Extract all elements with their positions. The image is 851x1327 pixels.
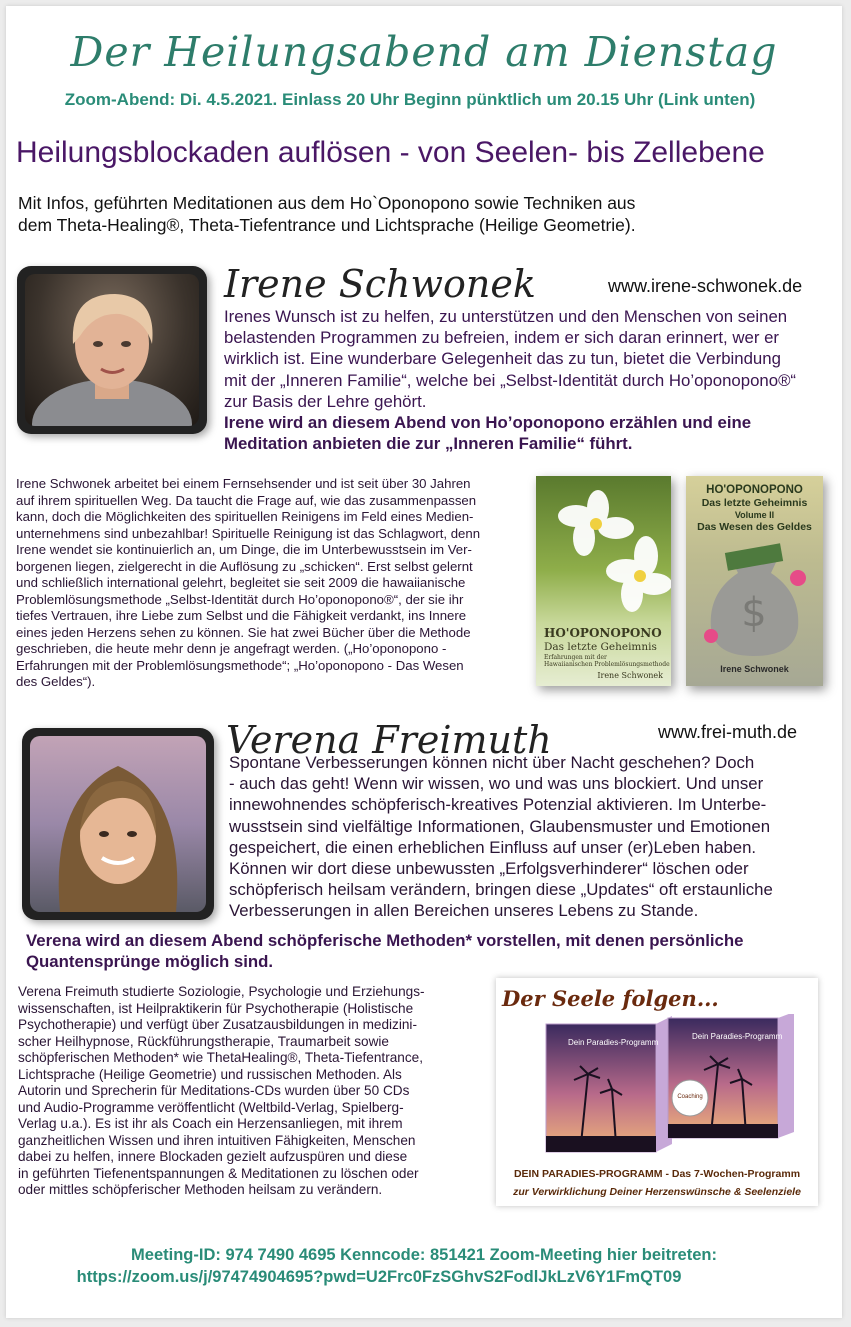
bio-line: mit der „Inneren Familie“, welche bei „Selbst-Identität durch Ho’oponopono®“ [224,370,797,390]
book-subtitle-2: Das Wesen des Geldes [697,521,812,533]
detail-line: eines jeden Herzens sehen zu können. Sie hat zwei Bücher über die Methode [16,624,471,640]
book-tagline: Erfahrungen mit der [544,654,607,661]
speaker-highlight [26,930,826,972]
book-author: Irene Schwonek [597,671,663,680]
detail-line: Erfahrungen mit der Problemlösungsmethode“; „Ho’oponopono - Das Wesen [16,657,464,673]
detail-line: Irene Schwonek arbeitet bei einem Fernsehsender und ist seit über 30 Jahren [16,476,471,491]
bio-line: wirklich ist. Eine wunderbare Gelegenheit das zu tun, bietet die Verbindung [224,349,781,369]
bio-line: belastenden Programmen zu befreien, indem er sich daran erinnert, wer er [224,328,780,348]
detail-line: Verena Freimuth studierte Soziologie, Psychologie und Erziehungs- [18,984,425,999]
bio-line: Irenes Wunsch ist zu helfen, zu unterstützen und den Menschen von seinen [224,307,788,326]
detail-line: Verlag u.a.). Es ist ihr als Coach ein Herzensanliegen, mit ihrem [18,1116,403,1131]
detail-line: tiefes Vertrauen, ihre Liebe zum Selbst und die Fähigkeit verdankt, ins Innere [16,608,467,623]
bio-line: schöpferisch heilsam verändern, bringen diese „Updates“ oft erstaunliche [229,880,773,900]
detail-line: scher Heilhypnose, Rückführungstherapie, Traumarbeit sowie [18,1033,389,1049]
detail-line: kann, doch die Möglichkeiten des spirituellen Reinigens im Feld eines Medien- [16,509,474,524]
detail-line: und Audio-Programme veröffentlicht (Weltbild-Verlag, Spielberg- [18,1099,404,1115]
detail-line: dabei zu helfen, innere Blockaden gezielt aufzuspüren und diese [18,1149,408,1164]
verena-photo [22,728,214,920]
portrait-illustration [25,274,199,426]
bio-line: - auch das geht! Wenn wir wissen, wo und was uns blockiert. Und unser [229,774,764,794]
speaker-bio [224,306,834,454]
speaker-website-link[interactable]: www.frei-muth.de [658,722,798,742]
speaker-bio [229,752,829,922]
bio-highlight-line: Irene wird an diesem Abend von Ho’oponopono erzählen und eine [224,413,752,433]
flyer-page [6,6,842,1318]
bio-line: wusstsein sind vielfältige Informationen, Glaubensmuster und Emotionen [229,816,771,836]
intro-text [18,192,778,236]
detail-line: in geführten Tiefenentspannungen & Meditationen zu löschen oder [18,1165,419,1181]
detail-line: wissenschaften, ist Heilpraktikerin für Psychotherapie (Holistische [18,1000,414,1016]
bio-highlight-line: Meditation anbieten die zur „Inneren Familie“ führt. [224,434,633,454]
book-tagline: Hawaiianischen Problemlösungsmethode [544,661,670,668]
headline: Heilungsblockaden auflösen - von Seelen- bis Zellebene [16,136,765,169]
book-title: HO'OPONOPONO [706,484,803,496]
box-label: Dein Paradies-Programm [692,1032,783,1041]
speaker-name: Irene Schwonek [224,262,536,306]
zoom-link[interactable]: https://zoom.us/j/97474904695?pwd=U2Frc0FzSGhvS2FodlJkLzV6Y1FmQT09 [76,1268,682,1286]
speaker-name: Verena Freimuth [226,718,552,762]
speaker-detail [16,476,532,691]
detail-line: schöpferischen Methoden* wie ThetaHealing®, Theta-Tiefentrance, [18,1050,423,1065]
detail-line: und schließlich international gelehrt, begleitet sie seit 2009 die hawaiianische [16,575,466,590]
detail-line: oder mittles schöpferischer Methoden heilsam zu verändern. [18,1182,383,1197]
detail-line: Lichtsprache (Heilige Geometrie) und russischen Methoden. Als [18,1066,402,1082]
svg-text:$: $ [741,590,767,636]
speaker-detail [18,984,496,1199]
bio-line: gespeichert, die einen erheblichen Einfluss auf unser (er)Leben haben. [229,837,757,857]
book-cover-2 [686,476,823,686]
product-image [496,978,818,1206]
detail-line: Psychotherapie) und verfügt über Zusatzausbildungen in medizini- [18,1017,417,1032]
book-title: HO'OPONOPONO [544,626,662,640]
event-subtitle: Zoom-Abend: Di. 4.5.2021. Einlass 20 Uhr Beginn pünktlich um 20.15 Uhr (Link unten) [64,90,756,109]
detail-line: Autorin und Sprecherin für Meditations-CDs wurden über 50 CDs [18,1083,410,1098]
book-subtitle: Das letzte Geheimnis [544,641,657,653]
product-heading: Der Seele folgen... [502,986,719,1011]
meeting-info: Meeting-ID: 974 7490 4695 Kenncode: 851421 Zoom-Meeting hier beitreten: [131,1246,717,1264]
page-title: Der Heilungsabend am Dienstag [70,28,778,76]
product-caption: zur Verwirklichung Deiner Herzenswünsche & Seelenziele [513,1186,801,1198]
bio-line: Spontane Verbesserungen können nicht über Nacht geschehen? Doch [229,753,755,772]
detail-line: unternehmens sind unbezahlbar! Spirituelle Reinigung ist das Schlagwort, denn [16,525,481,541]
irene-photo [17,266,207,434]
detail-line: borgenen liegen, zielgerecht in die Auflösung zu „schicken“. Erst selbst gelernt [16,558,473,574]
bio-line: Verbesserungen in allen Bereichen unseres Lebens zu Stande. [229,901,699,921]
portrait-illustration [30,736,206,912]
detail-line: Problemlösungsmethode „Selbst-Identität durch Ho’oponopono®“, der sie ihr [16,591,464,607]
bio-line: innewohnendes schöpferisch-kreatives Potenzial aktivieren. Im Unterbe- [229,795,767,815]
bio-highlight-line: Verena wird an diesem Abend schöpferische Methoden* vorstellen, mit denen persönliche [26,931,744,950]
detail-line: auf ihrem spirituellen Weg. Da taucht die Frage auf, wie das zusammenpassen [16,492,477,508]
money-bag-illustration [686,538,823,658]
bio-highlight-line: Quantensprünge möglich sind. [26,952,274,972]
book-author: Irene Schwonek [720,664,789,674]
bio-line: zur Basis der Lehre gehört. [224,391,427,411]
flower-illustration [536,476,671,616]
book-volume: Volume II [734,510,775,520]
detail-line: geschrieben, die heute mehr denn je angefragt werden. („Ho’oponopono - [16,641,447,656]
sticker-label: Coaching [677,1094,703,1100]
intro-line: dem Theta-Healing®, Theta-Tiefentrance und Lichtsprache (Heilige Geometrie). [18,215,636,235]
detail-line: des Geldes“). [16,674,96,689]
product-caption: DEIN PARADIES-PROGRAMM - Das 7-Wochen-Programm [513,1168,801,1180]
book-cover-1 [536,476,671,686]
detail-line: ganzheitlichen Wissen und ihren intuitiven Fähigkeiten, Menschen [18,1132,416,1148]
box-label: Dein Paradies-Programm [568,1038,659,1047]
bio-line: Können wir dort diese unbewussten „Erfolgsverhinderer“ löschen oder [229,859,749,879]
book-subtitle: Das letzte Geheimnis [701,497,808,509]
intro-line: Mit Infos, geführten Meditationen aus dem Ho`Oponopono sowie Techniken aus [18,193,636,213]
speaker-website-link[interactable]: www.irene-schwonek.de [608,276,803,296]
detail-line: Irene wendet sie kontinuierlich an, um Dinge, die im Unterbewusstsein im Ver- [16,542,472,557]
